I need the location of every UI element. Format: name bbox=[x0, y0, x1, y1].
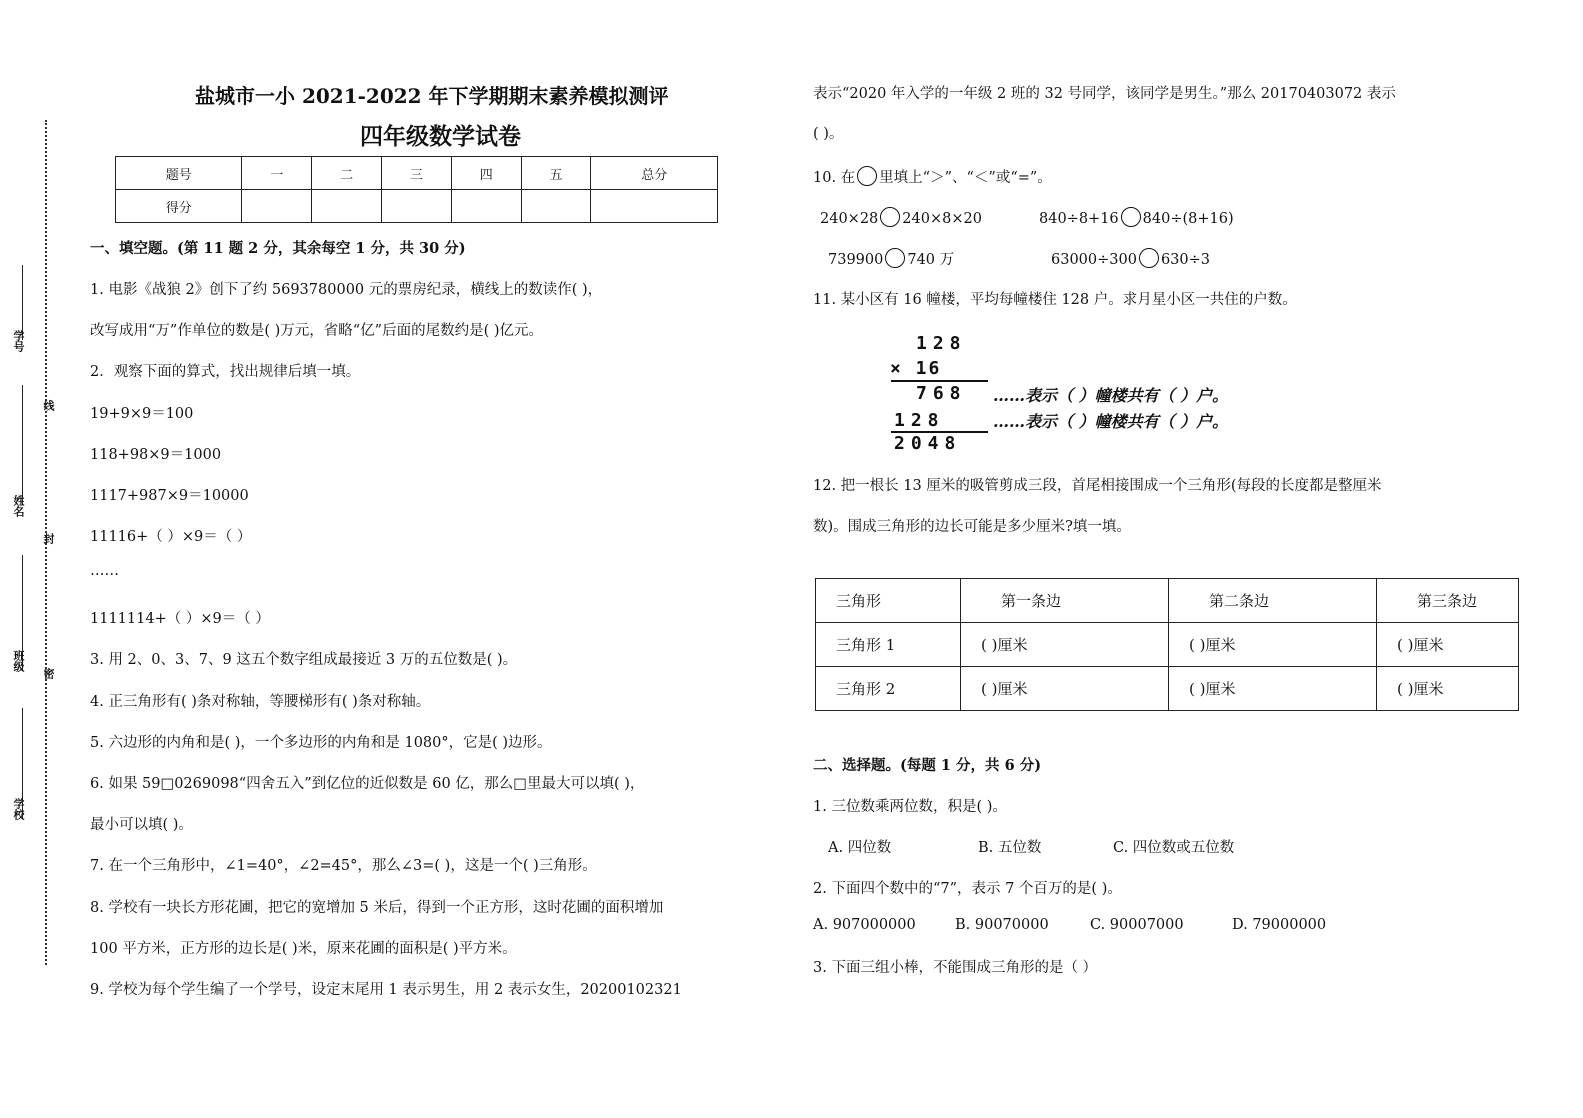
tri-header-cell: 第一条边 bbox=[961, 579, 1169, 623]
score-cell: 二 bbox=[312, 157, 382, 190]
question-6-line2: 最小可以填( )。 bbox=[90, 817, 193, 833]
choice-1: 1. 三位数乘两位数，积是( )。 bbox=[813, 799, 1007, 815]
question-5: 5. 六边形的内角和是( )，一个多边形的内角和是 1080°，它是( )边形。 bbox=[90, 735, 552, 751]
mult-note-1: ……表示（ ）幢楼共有（ ）户。 bbox=[993, 386, 1229, 405]
name-label: 姓名 bbox=[12, 495, 25, 517]
compare-1 bbox=[820, 207, 982, 227]
score-input-cell[interactable] bbox=[242, 190, 312, 223]
triangle-table bbox=[815, 578, 1519, 711]
question-1-line2: 改写成用“万”作单位的数是( )万元，省略“亿”后面的尾数约是( )亿元。 bbox=[90, 323, 543, 339]
question-2-eq2: 118+98×9＝1000 bbox=[90, 447, 222, 463]
question-4: 4. 正三角形有( )条对称轴，等腰梯形有( )条对称轴。 bbox=[90, 694, 431, 710]
score-input-cell[interactable] bbox=[382, 190, 452, 223]
score-value-row bbox=[116, 190, 718, 223]
compare-left: 63000÷300 bbox=[1051, 252, 1137, 268]
compare-circle[interactable] bbox=[880, 207, 900, 227]
mult-note-2: ……表示（ ）幢楼共有（ ）户。 bbox=[993, 412, 1229, 431]
seal-char-line: 线 bbox=[42, 400, 55, 411]
question-3: 3. 用 2、0、3、7、9 这五个数字组成最接近 3 万的五位数是( )。 bbox=[90, 652, 518, 668]
mult-row-1: 128 bbox=[916, 333, 967, 354]
question-2-eq6: 1111114+（ ）×9＝（ ） bbox=[90, 611, 270, 627]
choice-2-option-b[interactable]: B. 90070000 bbox=[955, 917, 1049, 933]
question-2: 2．观察下面的算式，找出规律后填一填。 bbox=[90, 364, 361, 380]
compare-circle[interactable] bbox=[1121, 207, 1141, 227]
tri-answer-cell[interactable]: ( )厘米 bbox=[961, 667, 1169, 711]
compare-right: 740 万 bbox=[907, 252, 955, 268]
question-10-prefix: 10. 在 bbox=[813, 170, 856, 186]
question-1-line1: 1. 电影《战狼 2》创下了约 5693780000 元的票房纪录，横线上的数读作( )， bbox=[90, 282, 603, 298]
question-12-line1: 12. 把一根长 13 厘米的吸管剪成三段，首尾相接围成一个三角形(每段的长度都是整厘米 bbox=[813, 478, 1382, 494]
choice-2-option-c[interactable]: C. 90007000 bbox=[1090, 917, 1184, 933]
exam-title: 盐城市一小 2021-2022 年下学期期末素养模拟测评 bbox=[195, 84, 669, 108]
question-7: 7. 在一个三角形中，∠1=40°，∠2=45°，那么∠3=( )，这是一个( )三角形。 bbox=[90, 858, 597, 874]
triangle-header-row bbox=[816, 579, 1519, 623]
compare-left: 739900 bbox=[828, 252, 884, 268]
score-table bbox=[115, 156, 718, 223]
score-cell: 总分 bbox=[591, 157, 718, 190]
mult-row-5: 2048 bbox=[894, 433, 962, 454]
question-6-line1: 6. 如果 59□0269098“四舍五入”到亿位的近似数是 60 亿，那么□里最大可以填( )， bbox=[90, 776, 645, 792]
tri-label-cell: 三角形 1 bbox=[816, 623, 961, 667]
name-line bbox=[22, 385, 23, 505]
choice-1-option-a[interactable]: A. 四位数 bbox=[828, 840, 892, 856]
score-input-cell[interactable] bbox=[451, 190, 521, 223]
compare-right: 840÷(8+16) bbox=[1142, 211, 1234, 227]
question-10-suffix: 里填上“＞”、“＜”或“=”。 bbox=[879, 170, 1052, 186]
student-id-line bbox=[22, 265, 23, 340]
choice-1-option-b[interactable]: B. 五位数 bbox=[978, 840, 1042, 856]
tri-header-cell: 第二条边 bbox=[1169, 579, 1377, 623]
mult-rule-1 bbox=[891, 380, 988, 382]
score-input-cell[interactable] bbox=[521, 190, 591, 223]
score-cell: 三 bbox=[382, 157, 452, 190]
question-9-line2: 表示“2020 年入学的一年级 2 班的 32 号同学，该同学是男生。”那么 20170403072 表示 bbox=[813, 86, 1396, 102]
triangle-row bbox=[816, 667, 1519, 711]
circle-icon bbox=[857, 166, 877, 186]
choice-1-option-c[interactable]: C. 四位数或五位数 bbox=[1113, 840, 1235, 856]
tri-header-cell: 三角形 bbox=[816, 579, 961, 623]
tri-label-cell: 三角形 2 bbox=[816, 667, 961, 711]
class-label: 班级 bbox=[12, 650, 25, 672]
score-label-cell: 得分 bbox=[116, 190, 242, 223]
score-input-cell[interactable] bbox=[591, 190, 718, 223]
compare-2 bbox=[1039, 207, 1234, 227]
choice-2-option-a[interactable]: A. 907000000 bbox=[813, 917, 916, 933]
mult-row-2: × 16 bbox=[890, 358, 942, 379]
question-10 bbox=[813, 166, 1052, 187]
score-input-cell[interactable] bbox=[312, 190, 382, 223]
compare-circle[interactable] bbox=[885, 248, 905, 268]
tri-answer-cell[interactable]: ( )厘米 bbox=[1169, 623, 1377, 667]
question-9-line1: 9. 学校为每个学生编了一个学号，设定末尾用 1 表示男生，用 2 表示女生，20200102321 bbox=[90, 982, 682, 998]
score-cell: 一 bbox=[242, 157, 312, 190]
question-2-ellipsis: …… bbox=[90, 563, 119, 579]
tri-answer-cell[interactable]: ( )厘米 bbox=[1377, 667, 1519, 711]
compare-3 bbox=[828, 248, 954, 269]
compare-circle[interactable] bbox=[1139, 248, 1159, 268]
choice-2-option-d[interactable]: D. 79000000 bbox=[1232, 917, 1327, 933]
question-8-line1: 8. 学校有一块长方形花圃，把它的宽增加 5 米后，得到一个正方形，这时花圃的面积增加 bbox=[90, 900, 664, 916]
compare-right: 630÷3 bbox=[1160, 252, 1211, 268]
compare-left: 240×28 bbox=[820, 211, 879, 227]
section1-heading: 一、填空题。(第 11 题 2 分，其余每空 1 分，共 30 分) bbox=[90, 240, 466, 257]
question-2-eq3: 1117+987×9＝10000 bbox=[90, 488, 249, 504]
student-id-label: 学号 bbox=[12, 330, 25, 352]
seal-char-mi: 密 bbox=[42, 668, 55, 679]
question-8-line2: 100 平方米，正方形的边长是( )米，原来花圃的面积是( )平方米。 bbox=[90, 941, 517, 957]
section2-heading: 二、选择题。(每题 1 分，共 6 分) bbox=[813, 757, 1042, 774]
tri-answer-cell[interactable]: ( )厘米 bbox=[1377, 623, 1519, 667]
school-label: 学校 bbox=[12, 798, 25, 820]
exam-subtitle: 四年级数学试卷 bbox=[360, 123, 521, 150]
tri-answer-cell[interactable]: ( )厘米 bbox=[1169, 667, 1377, 711]
mult-row-4: 128 bbox=[894, 410, 945, 431]
tri-header-cell: 第三条边 bbox=[1377, 579, 1519, 623]
score-cell: 五 bbox=[521, 157, 591, 190]
choice-2: 2. 下面四个数中的“7”，表示 7 个百万的是( )。 bbox=[813, 881, 1122, 897]
choice-3: 3. 下面三组小棒，不能围成三角形的是（ ） bbox=[813, 960, 1098, 976]
seal-char-feng: 封 bbox=[42, 533, 55, 544]
question-12-line2: 数)。围成三角形的边长可能是多少厘米?填一填。 bbox=[813, 519, 1131, 535]
tri-answer-cell[interactable]: ( )厘米 bbox=[961, 623, 1169, 667]
question-9-line3: ( )。 bbox=[813, 126, 844, 142]
question-2-eq1: 19+9×9＝100 bbox=[90, 406, 194, 422]
score-header-row bbox=[116, 157, 718, 190]
triangle-row bbox=[816, 623, 1519, 667]
score-cell: 四 bbox=[451, 157, 521, 190]
compare-left: 840÷8+16 bbox=[1039, 211, 1119, 227]
question-2-eq4: 11116+（ ）×9＝（ ） bbox=[90, 529, 252, 545]
score-cell: 题号 bbox=[116, 157, 242, 190]
compare-4 bbox=[1051, 248, 1210, 268]
compare-right: 240×8×20 bbox=[902, 211, 982, 227]
mult-row-3: 768 bbox=[916, 383, 967, 404]
question-11: 11. 某小区有 16 幢楼，平均每幢楼住 128 户。求月星小区一共住的户数。 bbox=[813, 292, 1297, 308]
